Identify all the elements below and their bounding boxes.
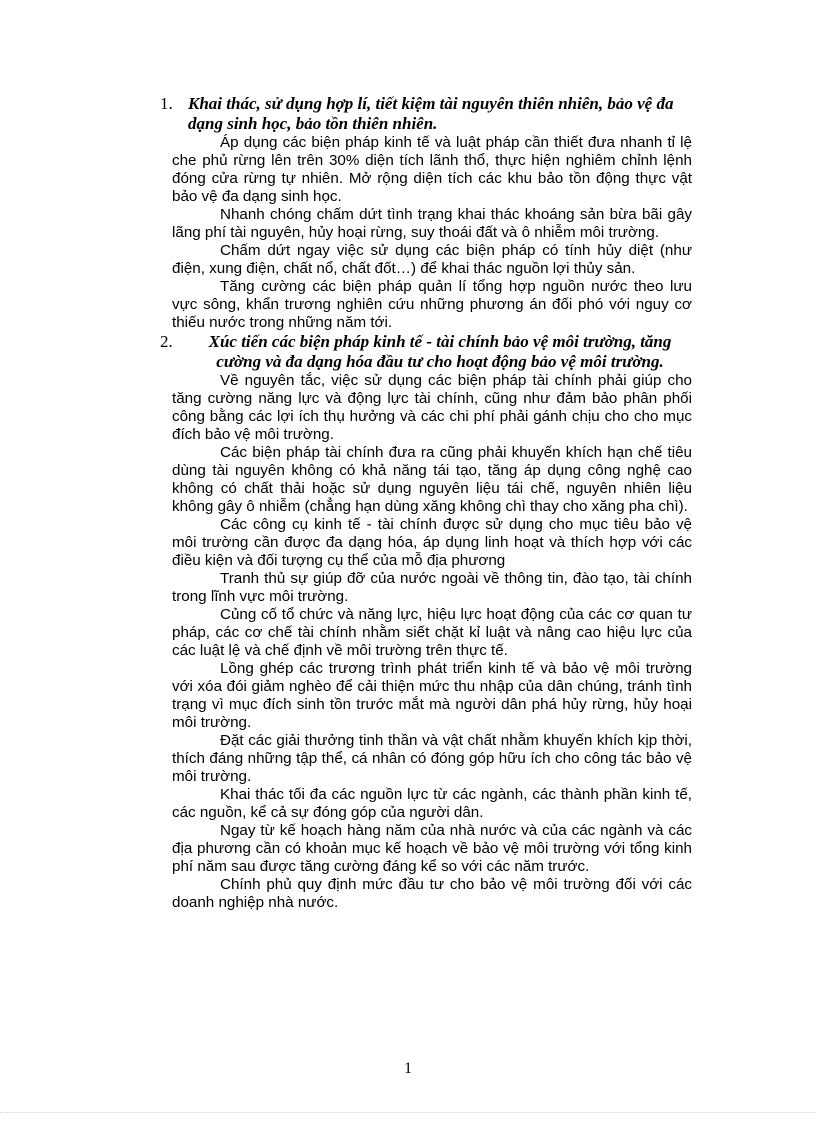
paragraph: Tranh thủ sự giúp đỡ của nước ngoài về thông tin, đào tạo, tài chính trong lĩnh vực môi trường. bbox=[172, 570, 692, 605]
page-content bbox=[160, 94, 692, 912]
paragraph: Khai thác tối đa các nguồn lực từ các ngành, các thành phần kinh tế, các nguồn, kể cả sự đóng góp của người dân. bbox=[172, 786, 692, 821]
section-number: 1. bbox=[160, 94, 173, 113]
section-heading-2 bbox=[160, 332, 692, 372]
section-title: Khai thác, sử dụng hợp lí, tiết kiệm tài nguyên thiên nhiên, bảo vệ đa dạng sinh học, bảo tồn thiên nhiên. bbox=[188, 94, 674, 133]
paragraph: Củng cố tổ chức và năng lực, hiệu lực hoạt động của các cơ quan tư pháp, các cơ chế tài chính nhằm siết chặt kỉ luật và nâng cao hiệu lực của các luật lệ và chế định về môi trường trên thực tế. bbox=[172, 606, 692, 659]
page-number: 1 bbox=[404, 1060, 412, 1077]
paragraph: Chính phủ quy định mức đầu tư cho bảo vệ môi trường đối với các doanh nghiệp nhà nước. bbox=[172, 876, 692, 911]
paragraph: Các biện pháp tài chính đưa ra cũng phải khuyến khích hạn chế tiêu dùng tài nguyên không có khả năng tái tạo, tăng áp dụng công nghệ cao không có chất thải hoặc sử dụng nguyên liệu tái chế, nguyên nhiên liệu không gây ô nhiễm (chẳng hạn dùng xăng không chì thay cho xăng pha chì). bbox=[172, 444, 692, 515]
paragraph: Đặt các giải thưởng tinh thần và vật chất nhằm khuyến khích kịp thời, thích đáng những tập thể, cá nhân có đóng góp hữu ích cho công tác bảo vệ môi trường. bbox=[172, 732, 692, 785]
paragraph: Chấm dứt ngay việc sử dụng các biện pháp có tính hủy diệt (như điện, xung điện, chất nổ, chất đốt…) để khai thác nguồn lợi thủy sản. bbox=[172, 242, 692, 277]
paragraph: Áp dụng các biện pháp kinh tế và luật pháp cần thiết đưa nhanh tỉ lệ che phủ rừng lên trên 30% diện tích lãnh thổ, thực hiện nghiêm chỉnh lệnh đóng cửa rừng tự nhiên. Mở rộng diện tích các khu bảo tồn động thực vật bảo vệ đa dạng sinh học. bbox=[172, 134, 692, 205]
paragraph: Tăng cường các biện pháp quản lí tổng hợp nguồn nước theo lưu vực sông, khẩn trương nghiên cứu những phương án đối phó với nguy cơ thiếu nước trong những năm tới. bbox=[172, 278, 692, 331]
section-title: Xúc tiến các biện pháp kinh tế - tài chính bảo vệ môi trường, tăng cường và đa dạng hóa đầu tư cho hoạt động bảo vệ môi trường. bbox=[208, 332, 672, 371]
paragraph: Về nguyên tắc, việc sử dụng các biện pháp tài chính phải giúp cho tăng cường năng lực và động lực tài chính, cũng như đảm bảo phân phối công bằng các lợi ích thụ hưởng và các chi phí phải gánh chịu cho cho mục đích bảo vệ môi trường. bbox=[172, 372, 692, 443]
section-heading-1 bbox=[160, 94, 692, 134]
section-number: 2. bbox=[160, 332, 173, 351]
paragraph: Lồng ghép các trương trình phát triển kinh tế và bảo vệ môi trường với xóa đói giảm nghèo để cải thiện mức thu nhập của dân chúng, tránh tình trạng vì mục đích sinh tồn trước mắt mà người dân phá hủy rừng, hủy hoại môi trường. bbox=[172, 660, 692, 731]
paragraph: Nhanh chóng chấm dứt tình trạng khai thác khoáng sản bừa bãi gây lãng phí tài nguyên, hủy hoại rừng, suy thoái đất và ô nhiễm môi trường. bbox=[172, 206, 692, 241]
paragraph: Ngay từ kế hoạch hàng năm của nhà nước và của các ngành và các địa phương cần có khoản mục kế hoạch về bảo vệ môi trường với tổng kinh phí năm sau được tăng cường đáng kể so với các năm trước. bbox=[172, 822, 692, 875]
paragraph: Các công cụ kinh tế - tài chính được sử dụng cho mục tiêu bảo vệ môi trường cần được đa dạng hóa, áp dụng linh hoạt và thích hợp với các điều kiện và đối tượng cụ thể của mỗ địa phương bbox=[172, 516, 692, 569]
page-bottom-divider bbox=[0, 1112, 816, 1114]
